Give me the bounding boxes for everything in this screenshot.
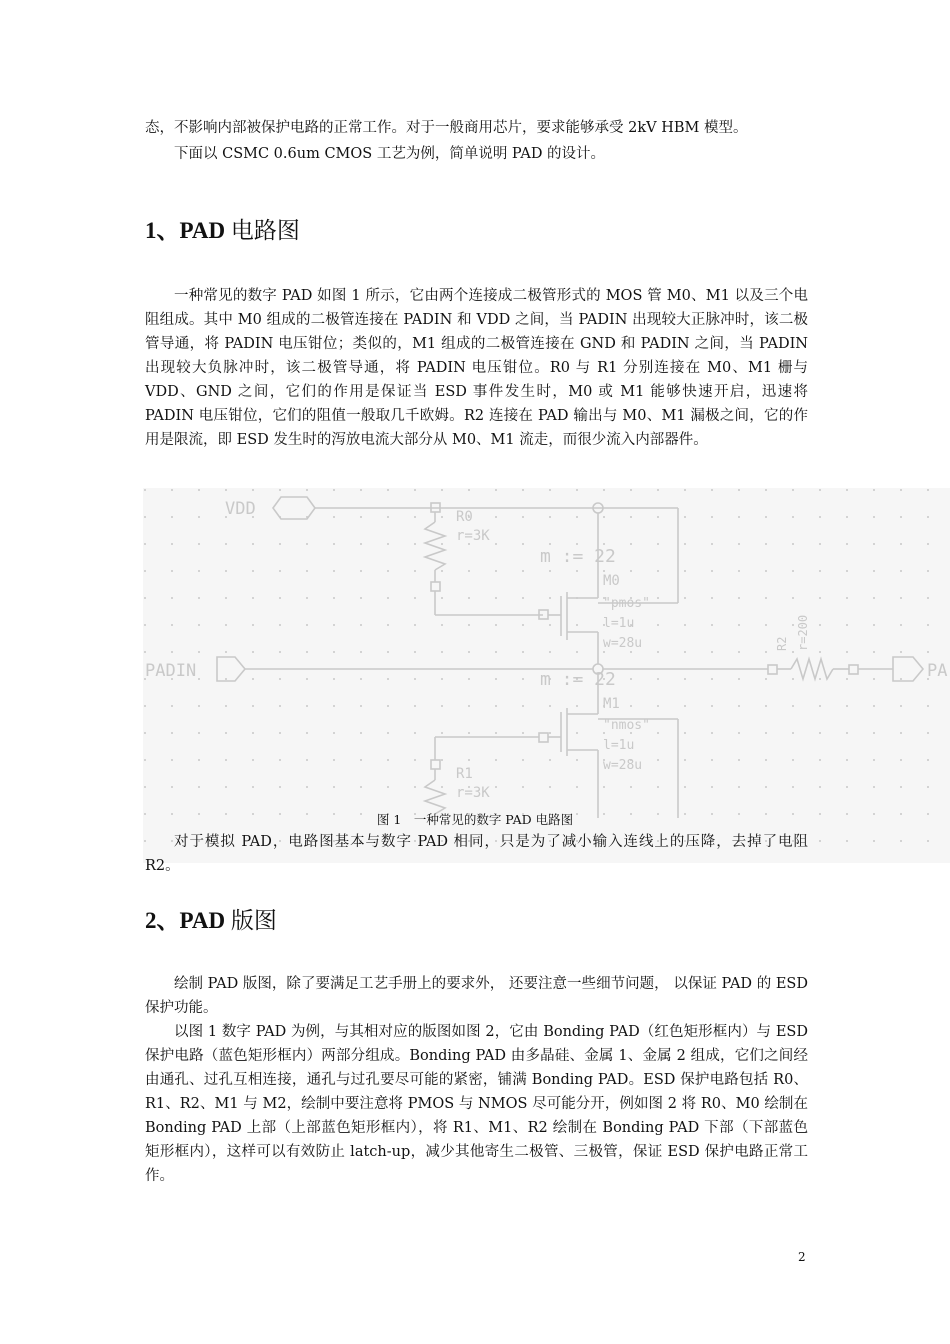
pad-schematic-figure xyxy=(143,488,950,863)
r2-value-label: r=200 xyxy=(796,614,810,651)
paragraph-layout-intro: 绘制 PAD 版图，除了要满足工艺手册上的要求外， 还要注意一些细节问题， 以保证 PAD 的 ESD 保护功能。 xyxy=(145,976,808,1016)
m0-multiplier-label: m := 22 xyxy=(540,546,616,567)
page-number: 2 xyxy=(798,1250,806,1264)
heading-2-text: 版图 xyxy=(225,908,277,933)
paragraph-digital-pad: 一种常见的数字 PAD 如图 1 所示，它由两个连接成二极管形式的 MOS 管 M0、M1 以及三个电阻组成。其中 M0 组成的二极管连接在 PADIN 和 VDD 之间，当 PADIN 出现较大正脉冲时，该二极管导通，将 PADIN 电压钳位；类似的，M1 组成的二极管连接在 GND 和 PADIN 之间，当 PADIN 出现较大负脉冲时，该二极管导通，将 PADIN 电压钳位。R0 与 R1 分别连接在 M0、M1 栅与 VDD、GND 之间，它们的作用是保证当 ESD 事件发生时，M0 或 M1 能够快速开启，迅速将 PADIN 电压钳位，它们的阻值一般取几千欧姆。R2 连接在 PAD 输出与 M0、M1 漏极之间，它的作用是限流，即 ESD 发生时的泻放电流大部分从 M0、M1 流走，而很少流入内部器件。 xyxy=(145,288,808,448)
m1-multiplier-label: m := 22 xyxy=(540,669,616,690)
padin-label: PADIN xyxy=(145,661,197,681)
m0-length-label: l=1u xyxy=(603,616,635,631)
paragraph-layout-detail: 以图 1 数字 PAD 为例，与其相对应的版图如图 2，它由 Bonding PAD（红色矩形框内）与 ESD 保护电路（蓝色矩形框内）两部分组成。Bonding PAD 由多晶硅、金属 1、金属 2 组成，它们之间经由通孔、过孔互相连接，通孔与过孔要尽可能的紧密，铺满 Bonding PAD。ESD 保护电路包括 R0、R1、R2、M1 与 M2，绘制中要注意将 PMOS 与 NMOS 尽可能分开，例如图 2 将 R0、M0 绘制在 Bonding PAD 上部（上部蓝色矩形框内），将 R1、M1、R2 绘制在 Bonding PAD 下部（下部蓝色矩形框内），这样可以有效防止 latch-up，减少其他寄生二极管、三极管，保证 ESD 保护电路正常工作。 xyxy=(145,1024,808,1184)
m0-model-label: "pmos" xyxy=(603,596,650,611)
r1-value-label: r=3K xyxy=(456,785,490,801)
section-heading-2 xyxy=(145,902,277,935)
paragraph-continuation: 态，不影响内部被保护电路的正常工作。对于一般商用芯片，要求能够承受 2kV HBM 模型。 xyxy=(145,120,748,136)
r2-name-label: R2 xyxy=(775,636,789,651)
m1-width-label: w=28u xyxy=(603,758,643,773)
paragraph-analog-pad: 对于模拟 PAD，电路图基本与数字 PAD 相同，只是为了减小输入连线上的压降，去掉了电阻 R2。 xyxy=(145,834,808,874)
m1-length-label: l=1u xyxy=(603,738,635,753)
heading-1-text: 电路图 xyxy=(225,218,300,243)
m0-name-label: M0 xyxy=(603,573,620,589)
m0-width-label: w=28u xyxy=(603,636,643,651)
m1-name-label: M1 xyxy=(603,696,620,712)
r0-value-label: r=3K xyxy=(456,528,490,544)
paragraph-intro: 下面以 CSMC 0.6um CMOS 工艺为例，简单说明 PAD 的设计。 xyxy=(174,146,606,162)
pad-output-label: PA xyxy=(927,661,948,681)
heading-2-number: 2、PAD xyxy=(145,908,226,933)
section-heading-1 xyxy=(145,212,300,245)
heading-1-number: 1、PAD xyxy=(145,218,226,243)
m1-model-label: "nmos" xyxy=(603,718,650,733)
figure-caption: 图 1 一种常见的数字 PAD 电路图 xyxy=(376,812,574,827)
r1-name-label: R1 xyxy=(456,766,473,782)
r0-name-label: R0 xyxy=(456,509,473,525)
vdd-label: VDD xyxy=(225,499,256,519)
